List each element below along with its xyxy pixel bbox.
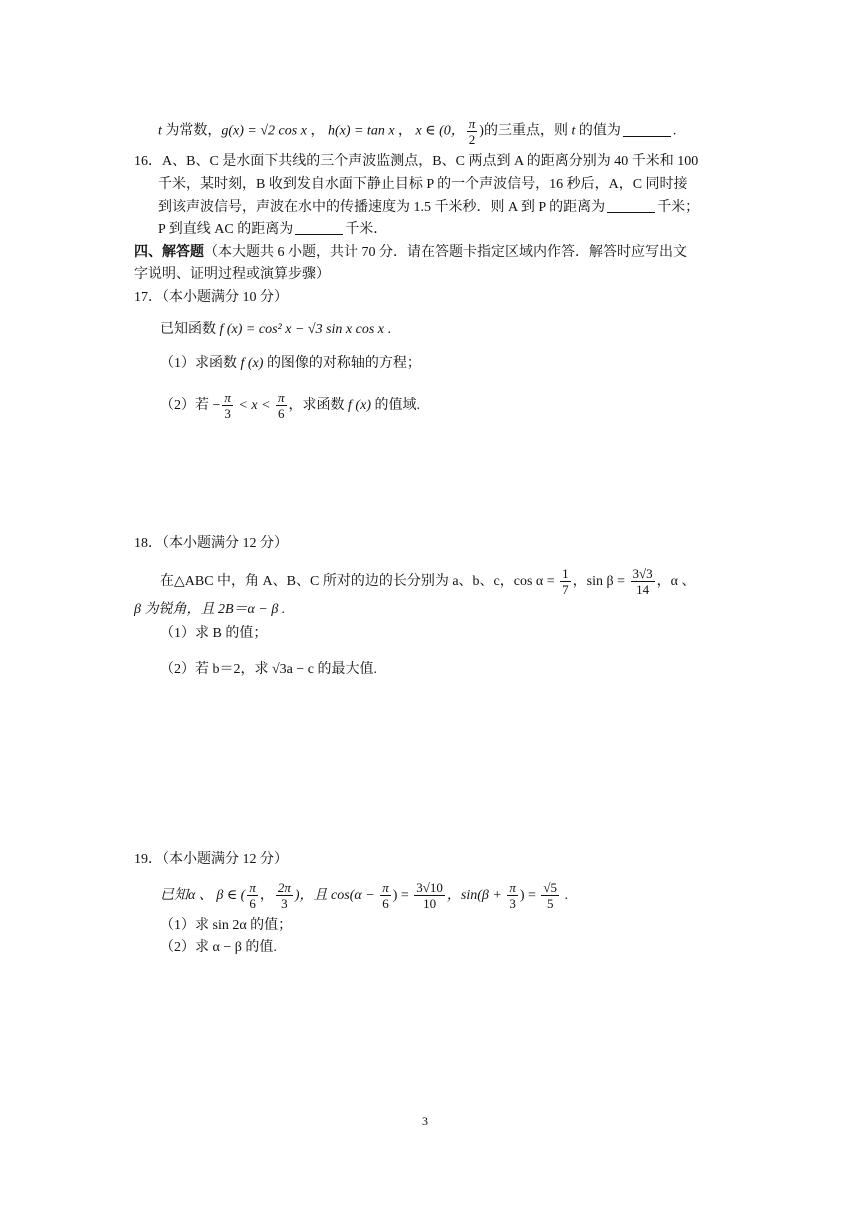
q17-p1-post: 的图像的对称轴的方程； xyxy=(263,356,421,371)
q19-frac-c xyxy=(380,880,391,911)
q16-line4b-text: 千米． xyxy=(345,222,388,237)
q19-frac-e-den: 3 xyxy=(509,896,516,912)
q17-lt: < x < xyxy=(234,398,275,413)
q18-frac-sin-num: 3√3 xyxy=(632,566,653,582)
q16-line3b-text: 千米； xyxy=(657,200,700,215)
q16-line1-text: 16．A、B、C 是水面下共线的三个声波监测点，B、C 两点到 A 的距离分别为 40 千米和 100 xyxy=(134,154,699,169)
q16-line1 xyxy=(134,152,698,172)
q18-frac-sin-den: 14 xyxy=(636,582,650,598)
q19-p1-text: （1）求 sin 2α 的值； xyxy=(160,918,293,933)
q18-frac-cos-num: 1 xyxy=(562,566,569,582)
q17-p1-f: f (x) xyxy=(240,356,264,371)
q17-frac1-num: π xyxy=(224,390,231,406)
q19-frac-e-num: π xyxy=(509,880,516,896)
var-t2: t xyxy=(571,123,576,139)
q19-l1-pre: 已知α 、 β ∈ ( xyxy=(160,888,246,903)
q19-frac-f-num: √5 xyxy=(543,880,558,896)
q19-frac-c-num: π xyxy=(382,880,389,896)
q18-header-text: 18．（本小题满分 12 分） xyxy=(134,536,288,551)
q19-frac-a-den: 6 xyxy=(249,896,256,912)
q15-frac-den: 2 xyxy=(468,132,476,147)
var-t: t xyxy=(158,123,162,139)
q19-l1-end: . xyxy=(561,888,569,903)
section4-line2 xyxy=(134,265,330,285)
q19-l1-mid: )，且 cos(α − xyxy=(294,888,379,903)
q17-header xyxy=(134,288,288,308)
q17-formula: f (x) = cos² x − √3 sin x cos x xyxy=(219,322,385,337)
q17-header-text: 17．（本小题满分 10 分） xyxy=(134,290,288,305)
q15-h: h(x) = tan x xyxy=(327,123,395,139)
q19-l1-mid2: ，sin(β + xyxy=(446,888,506,903)
q17-stem xyxy=(160,320,391,340)
q16-line4-text: P 到直线 AC 的距离为 xyxy=(158,222,294,237)
q18-line2 xyxy=(134,600,285,620)
page-number: 3 xyxy=(422,1114,428,1128)
q15-end: . xyxy=(672,123,677,139)
section4-line2-text: 字说明、证明过程或演算步骤） xyxy=(134,267,330,282)
q16-line3 xyxy=(158,198,699,218)
q15-tail-line xyxy=(158,116,676,147)
q15-sep2: ， xyxy=(394,123,416,139)
q17-frac2 xyxy=(276,390,287,421)
q19-frac-f-den: 5 xyxy=(546,896,554,912)
q19-frac-b-num: 2π xyxy=(277,880,291,896)
q15-g: g(x) = √2 cos x xyxy=(221,123,307,139)
q17-frac1 xyxy=(222,390,233,421)
q15-frac xyxy=(467,116,478,147)
q18-p2-text: （2）若 b＝2，求 √3a − c 的最大值. xyxy=(160,662,378,677)
q18-frac-cos xyxy=(560,566,571,597)
q17-p2-post: ，求函数 xyxy=(288,398,349,413)
q19-header-text: 19．（本小题满分 12 分） xyxy=(134,852,288,867)
q16-line3-text: 到该声波信号，声波在水中的传播速度为 1.5 千米秒．则 A 到 P 的距离为 xyxy=(158,200,606,215)
q15-frac-num: π xyxy=(468,116,476,131)
q18-l1-pre: 在△ABC 中，角 A、B、C 所对的边的长分别为 a、b、c，cos α = xyxy=(160,574,559,589)
q19-frac-b xyxy=(276,880,293,911)
q19-frac-f xyxy=(541,880,559,911)
q19-line1 xyxy=(160,876,568,916)
q17-frac1-den: 3 xyxy=(224,406,231,422)
q15-text2: )的三重点，则 xyxy=(479,123,572,139)
q19-frac-d xyxy=(414,880,445,911)
q15-sep1: ， xyxy=(306,123,328,139)
q17-part1 xyxy=(160,354,421,374)
q18-header xyxy=(134,534,288,554)
q19-eq1: ) = xyxy=(392,888,413,903)
q19-frac-c-den: 6 xyxy=(382,896,389,912)
q18-l1-mid: ，sin β = xyxy=(572,574,629,589)
q15-x-in: x ∈ (0， xyxy=(415,123,465,139)
q19-frac-b-den: 3 xyxy=(281,896,288,912)
q18-part1 xyxy=(160,624,267,644)
q15-text3: 的值为 xyxy=(575,123,621,139)
q15-text1: 为常数， xyxy=(161,123,222,139)
q17-stem-pre: 已知函数 xyxy=(160,322,220,337)
q16-line4 xyxy=(158,220,387,240)
q18-l2-text: β 为锐角，且 2B＝α − β . xyxy=(134,602,286,617)
section4-title: 四、解答题 xyxy=(134,245,204,260)
q17-frac2-den: 6 xyxy=(278,406,285,422)
q19-frac-a-num: π xyxy=(249,880,256,896)
q16-blank2[interactable] xyxy=(295,220,343,235)
q16-line2-text: 千米，某时刻，B 收到发自水面下静止目标 P 的一个声波信号，16 秒后，A，C 同时接 xyxy=(158,177,688,192)
q18-p1-text: （1）求 B 的值； xyxy=(160,626,268,641)
q18-line1 xyxy=(160,562,696,602)
q18-frac-cos-den: 7 xyxy=(562,582,569,598)
q16-line2 xyxy=(158,175,688,195)
q17-p1-pre: （1）求函数 xyxy=(160,356,241,371)
q17-stem-end: . xyxy=(384,322,392,337)
q19-header xyxy=(134,850,288,870)
q16-blank1[interactable] xyxy=(607,198,655,213)
q18-l1-end: ，α 、 xyxy=(656,574,696,589)
q19-frac-d-num: 3√10 xyxy=(416,880,443,896)
q17-p2-f: f (x) xyxy=(348,398,371,413)
q18-frac-sin xyxy=(631,566,655,597)
section4-line1-text: （本大题共 6 小题，共计 70 分．请在答题卡指定区域内作答．解答时应写出文 xyxy=(204,245,687,260)
q15-answer-blank[interactable] xyxy=(623,122,671,137)
q17-p2-pre: （2）若 − xyxy=(160,398,221,413)
q19-frac-a xyxy=(247,880,258,911)
q18-part2 xyxy=(160,660,377,680)
section4-line1 xyxy=(134,243,687,263)
q17-part2 xyxy=(160,386,420,426)
q19-p2-text: （2）求 α − β 的值. xyxy=(160,940,277,955)
q19-frac-e xyxy=(507,880,518,911)
q19-part2 xyxy=(160,938,277,958)
q19-comma: ， xyxy=(259,888,274,903)
q17-p2-end: 的值域. xyxy=(370,398,420,413)
q19-part1 xyxy=(160,916,292,936)
q19-frac-d-den: 10 xyxy=(423,896,437,912)
q17-frac2-num: π xyxy=(278,390,285,406)
q19-eq2: ) = xyxy=(519,888,540,903)
